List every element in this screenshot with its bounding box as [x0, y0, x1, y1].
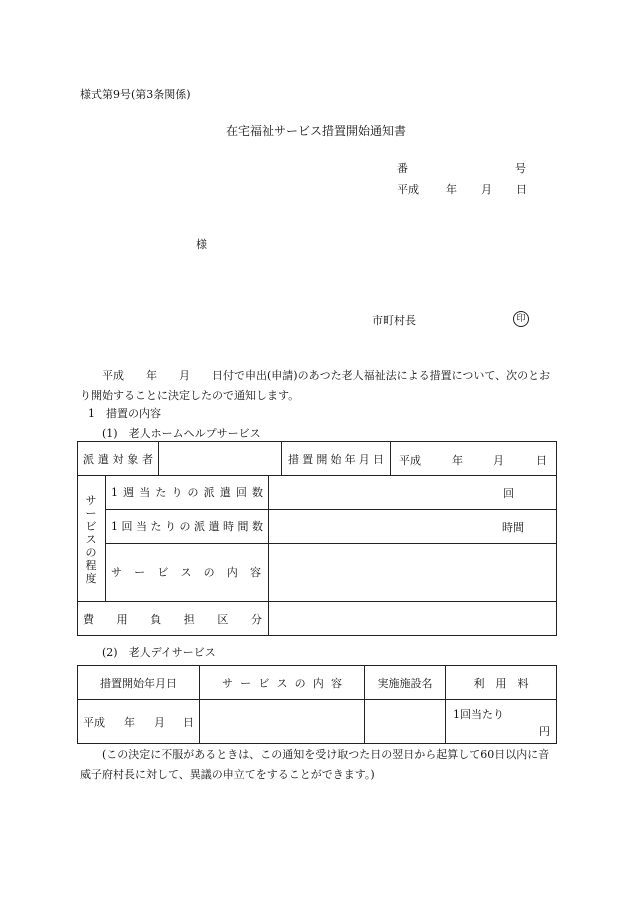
- hours-label: 1 回 当 た り の 派 遣 時 間 数: [111, 519, 263, 533]
- document-title: 在宅福祉サービス措置開始通知書: [226, 124, 407, 138]
- service-content-field[interactable]: [269, 544, 556, 601]
- start-date-era: 平成: [399, 454, 421, 467]
- hours-field[interactable]: [269, 510, 556, 543]
- service-degree-label: サービスの程度: [85, 494, 97, 585]
- weekly-count-field[interactable]: [269, 476, 556, 509]
- fee-unit: 円: [539, 725, 550, 738]
- weekly-count-unit: 回: [503, 487, 514, 500]
- dayservice-facility-field[interactable]: [365, 700, 445, 743]
- section1-title: 1 措置の内容: [88, 407, 161, 420]
- header-date-day: 日: [516, 183, 527, 196]
- body-text: 平成 年 月 日付で申出(申請)のあつた老人福祉法による措置について、次のとおり開始することに決定したので通知します。: [80, 369, 551, 402]
- col-fee: 利 用 料: [473, 676, 529, 690]
- homehelp-heading: (1) 老人ホームヘルプサービス: [102, 427, 261, 440]
- header-date-month: 月: [481, 183, 492, 196]
- ds-date-month: 月: [154, 716, 165, 729]
- dayservice-start-date-field[interactable]: [78, 700, 199, 743]
- fee-per-visit: 1回当たり: [453, 708, 504, 721]
- start-date-year: 年: [452, 454, 463, 467]
- addressee-suffix: 様: [196, 238, 207, 251]
- cost-share-label: 費 用 負 担 区 分: [83, 612, 262, 626]
- seal-mark: 印: [513, 311, 529, 327]
- header-date-era: 平成: [397, 183, 419, 196]
- number-suffix: 号: [515, 162, 526, 175]
- appeal-note: (この決定に不服があるときは、この通知を受け取つた日の翌日から起算して60日以内に音威子府村長に対して、異議の申立てをすることができます。): [80, 748, 550, 781]
- start-date-month: 月: [493, 454, 504, 467]
- start-date-label: 措 置 開 始 年 月 日: [288, 452, 384, 466]
- header-date-year: 年: [446, 183, 457, 196]
- dayservice-content-field[interactable]: [200, 700, 364, 743]
- start-date-field[interactable]: [391, 442, 556, 475]
- issuer: 市町村長: [372, 314, 416, 327]
- col-start-date: 措置開始年月日: [100, 676, 177, 690]
- ds-date-era: 平成: [83, 716, 105, 729]
- hours-unit: 時間: [502, 521, 524, 534]
- dayservice-fee-field[interactable]: [446, 700, 556, 743]
- form-id: 様式第9号(第3条関係): [80, 88, 191, 101]
- col-facility: 実施施設名: [377, 676, 433, 690]
- col-service-content: サ ー ビ ス の 内 容: [222, 676, 342, 690]
- dayservice-heading: (2) 老人デイサービス: [102, 646, 216, 659]
- weekly-count-label: 1 週 当 た り の 派 遣 回 数: [111, 485, 263, 499]
- number-label: 番: [397, 162, 408, 175]
- ds-date-year: 年: [124, 716, 135, 729]
- dispatch-target-label: 派 遣 対 象 者: [83, 452, 153, 466]
- service-content-label: サ ー ビ ス の 内 容: [111, 566, 261, 579]
- dispatch-target-field[interactable]: [159, 442, 280, 475]
- cost-share-field[interactable]: [269, 602, 556, 635]
- start-date-day: 日: [536, 454, 547, 467]
- ds-date-day: 日: [183, 716, 194, 729]
